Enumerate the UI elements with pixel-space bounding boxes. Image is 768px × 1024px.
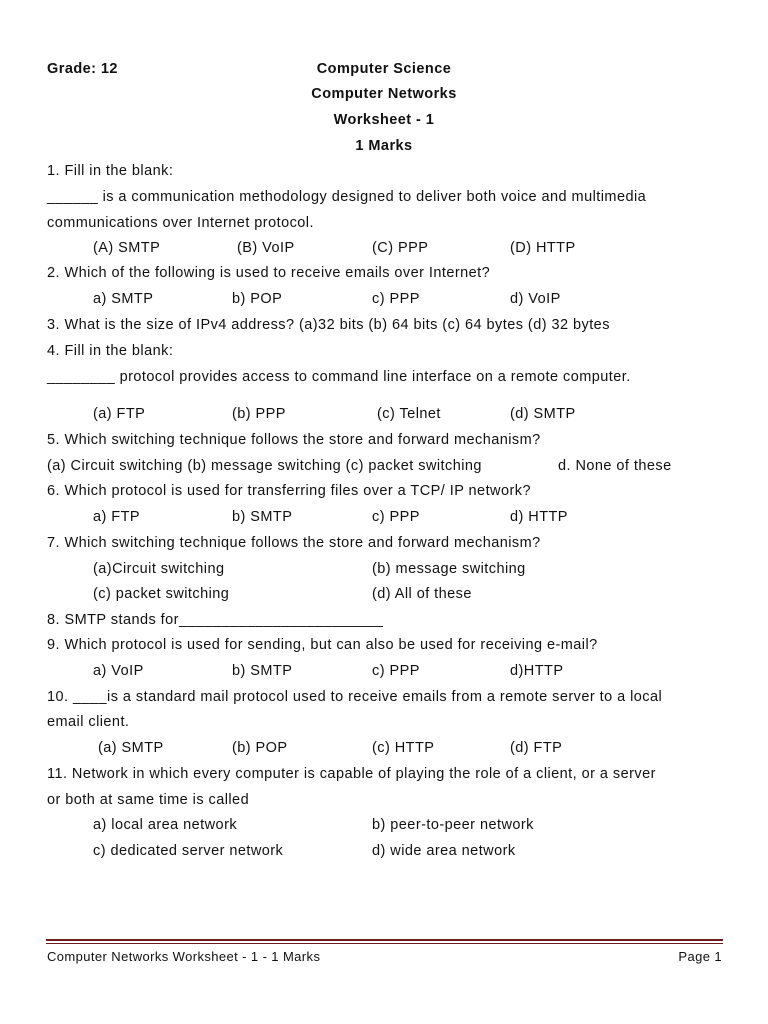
- question-11-text-line-1: 11. Network in which every computer is capable of playing the role of a client, or a server: [47, 766, 656, 782]
- question-1-option-a: (A) SMTP: [93, 240, 161, 256]
- question-7-option-b: (b) message switching: [372, 561, 526, 577]
- question-10-option-d: (d) FTP: [510, 740, 563, 756]
- question-2-option-a: a) SMTP: [93, 291, 154, 307]
- topic-title: Computer Networks: [311, 86, 457, 102]
- question-4-option-d: (d) SMTP: [510, 406, 576, 422]
- footer-rule-thick: [46, 939, 723, 941]
- question-1-text-line-1: ______ is a communication methodology designed to deliver both voice and multimedia: [47, 189, 647, 205]
- question-4-option-a: (a) FTP: [93, 406, 146, 422]
- question-7-text: 7. Which switching technique follows the store and forward mechanism?: [47, 535, 541, 551]
- footer-rule-thin: [46, 943, 723, 944]
- question-9-option-c: c) PPP: [372, 663, 420, 679]
- question-9-option-b: b) SMTP: [232, 663, 293, 679]
- question-7-option-a: (a)Circuit switching: [93, 561, 225, 577]
- page-number: Page 1: [678, 949, 722, 964]
- question-10-text-line-2: email client.: [47, 714, 130, 730]
- question-5-text: 5. Which switching technique follows the store and forward mechanism?: [47, 432, 541, 448]
- question-4-option-c: (c) Telnet: [377, 406, 441, 422]
- question-11-text-line-2: or both at same time is called: [47, 792, 250, 808]
- question-6-text: 6. Which protocol is used for transferring files over a TCP/ IP network?: [47, 483, 531, 499]
- question-2-text: 2. Which of the following is used to receive emails over Internet?: [47, 265, 491, 281]
- question-10-text-line-1: 10. ____is a standard mail protocol used to receive emails from a remote server to a local: [47, 689, 663, 705]
- question-6-option-a: a) FTP: [93, 509, 141, 525]
- question-10-option-a: (a) SMTP: [98, 740, 164, 756]
- question-5-options: (a) Circuit switching (b) message switching (c) packet switching: [47, 458, 482, 474]
- worksheet-title: Worksheet - 1: [333, 112, 435, 128]
- question-9-option-d: d)HTTP: [510, 663, 564, 679]
- question-6-option-c: c) PPP: [372, 509, 420, 525]
- question-9-option-a: a) VoIP: [93, 663, 144, 679]
- question-1-label: 1. Fill in the blank:: [47, 163, 174, 179]
- question-6-option-b: b) SMTP: [232, 509, 293, 525]
- question-4-option-b: (b) PPP: [232, 406, 286, 422]
- grade-label: Grade: 12: [47, 61, 118, 77]
- question-2-option-d: d) VoIP: [510, 291, 561, 307]
- question-2-option-c: c) PPP: [372, 291, 420, 307]
- question-10-option-b: (b) POP: [232, 740, 288, 756]
- question-4-text: ________ protocol provides access to command line interface on a remote computer.: [47, 369, 631, 385]
- question-9-text: 9. Which protocol is used for sending, but can also be used for receiving e-mail?: [47, 637, 598, 653]
- question-11-option-c: c) dedicated server network: [93, 843, 284, 859]
- question-7-option-d: (d) All of these: [372, 586, 472, 602]
- question-11-option-b: b) peer-to-peer network: [372, 817, 534, 833]
- marks-title: 1 Marks: [355, 138, 413, 154]
- question-1-option-b: (B) VoIP: [237, 240, 295, 256]
- question-11-option-a: a) local area network: [93, 817, 238, 833]
- subject-title: Computer Science: [316, 61, 452, 77]
- question-11-option-d: d) wide area network: [372, 843, 516, 859]
- question-3-text: 3. What is the size of IPv4 address? (a)32 bits (b) 64 bits (c) 64 bytes (d) 32 bytes: [47, 317, 610, 333]
- question-2-option-b: b) POP: [232, 291, 283, 307]
- question-4-label: 4. Fill in the blank:: [47, 343, 174, 359]
- question-8-text: 8. SMTP stands for________________________: [47, 612, 384, 628]
- question-6-option-d: d) HTTP: [510, 509, 568, 525]
- question-5-option-d: d. None of these: [558, 458, 672, 474]
- question-7-option-c: (c) packet switching: [93, 586, 230, 602]
- question-1-option-d: (D) HTTP: [510, 240, 576, 256]
- question-1-text-line-2: communications over Internet protocol.: [47, 215, 314, 231]
- question-1-option-c: (C) PPP: [372, 240, 429, 256]
- question-10-option-c: (c) HTTP: [372, 740, 435, 756]
- footer-title: Computer Networks Worksheet - 1 - 1 Marks: [47, 949, 321, 964]
